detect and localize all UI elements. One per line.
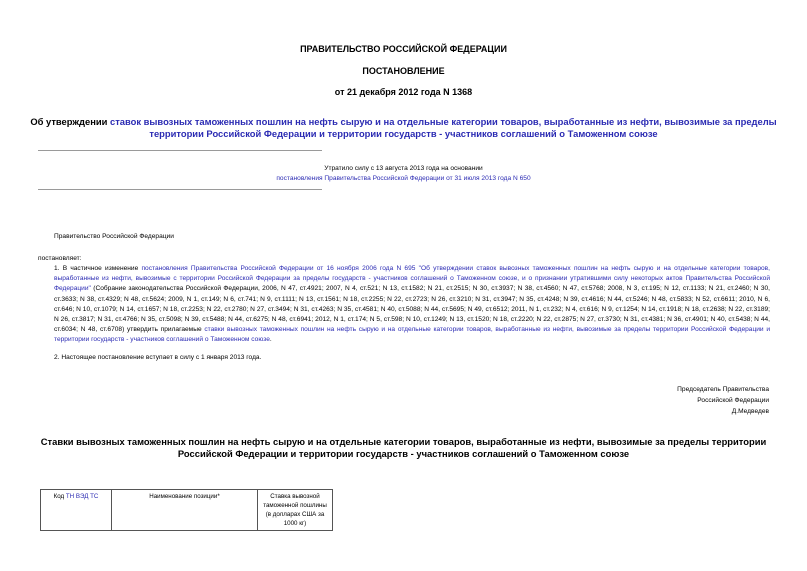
decides-text: постановляет:	[38, 255, 82, 262]
paragraph-1-end: .	[269, 336, 272, 344]
divider-top	[38, 150, 322, 151]
title-prefix: Об утверждении	[30, 116, 110, 127]
paragraph-2: 2. Настоящее постановление вступает в силу с 1 января 2013 года.	[54, 354, 262, 361]
paragraph-1-link-rates[interactable]: ставки вывозных таможенных пошлин на нефть сырую и на отдельные категории товаров, выработанные из нефти, вывозимые за пределы территории Российской Федерации и территории государств - участников соглашений о Таможенном союзе	[54, 326, 770, 344]
column-header-code	[41, 490, 112, 531]
column-code-prefix: Код	[53, 493, 66, 500]
status-link[interactable]: постановления Правительства Российской Федерации от 31 июля 2013 года N 650	[276, 175, 531, 183]
signature-position: Председатель Правительства	[677, 386, 769, 393]
appendix-title-line2: Российской Федерации и территории государств - участников соглашений о Таможенном союзе	[177, 448, 630, 459]
status-line: Утратило силу с 13 августа 2013 года на основании	[324, 165, 483, 172]
document-type: ПОСТАНОВЛЕНИЕ	[362, 66, 445, 76]
table-header-row	[41, 490, 333, 531]
column-header-rate: Ставка вывозной таможенной пошлины (в долларах США за 1000 кг)	[258, 490, 333, 531]
paragraph-1	[54, 264, 770, 346]
title-link-line1[interactable]: ставок вывозных таможенных пошлин на нефть сырую и на отдельные категории товаров, выработанные из нефти, вывозимые за пределы	[109, 116, 777, 127]
document-date: от 21 декабря 2012 года N 1368	[334, 87, 473, 97]
status-note	[0, 164, 807, 184]
title-link-line2[interactable]: территории Российской Федерации и территории государств - участников соглашений о Таможенном союзе	[149, 128, 658, 139]
appendix-title	[0, 436, 807, 460]
appendix-title-line1: Ставки вывозных таможенных пошлин на нефть сырую и на отдельные категории товаров, выработанные из нефти, вывозимые за пределы территории	[40, 436, 767, 447]
paragraph-1-link-decree[interactable]: постановления Правительства Российской Федерации от 16 ноября 2006 года N 695 "Об утверждении ставок вывозных таможенных пошлин на нефть сырую и на отдельные категории товаров, выработанные из нефти, вывозимые с территории Российской Федерации за пределы государств - участников соглашений о Таможенном союзе, и о признании утратившими силу некоторых актов Правительства Российской Федерации"	[54, 265, 770, 293]
signature-name: Д.Медведев	[731, 407, 769, 415]
government-name: ПРАВИТЕЛЬСТВО РОССИЙСКОЙ ФЕДЕРАЦИИ	[300, 44, 507, 54]
document-title	[0, 116, 807, 140]
rates-table	[40, 489, 333, 531]
signature-country: Российской Федерации	[697, 396, 769, 404]
column-header-name: Наименование позиции*	[112, 490, 258, 531]
paragraph-1-text: (Собрание законодательства Российской Федерации, 2006, N 47, ст.4921; 2007, N 4, ст.521; N 13, ст.1582; N 21, ст.2515; N 30, ст.3937; N 38, ст.4560; N 47, ст.5768; 2008, N 3, ст.195; N 12, ст.1133; N 21, ст.2460; N 30, ст.3633; N 38, ст.4329; N 48, ст.5624; 2009, N 1, ст.149; N 6, ст.741; N 9, ст.1111; N 13, ст.1561; N 18, ст.2255; N 22, ст.2723; N 26, ст.3210; N 31, ст.3947; N 35, ст.4248; N 39, ст.4616; N 44, ст.5246; N 48, ст.5833; N 52, ст.6611; 2010, N 6, ст.646; N 10, ст.1079; N 14, ст.1657; N 18, ст.2253; N 22, ст.2780; N 27, ст.3494; N 31, ст.4263; N 35, ст.4581; N 40, ст.5088; N 44, ст.5695; N 49, ст.6512; 2011, N 1, ст.232; N 4, ст.616; N 9, ст.1254; N 14, ст.1918; N 18, ст.2638; N 22, ст.3189; N 26, ст.3817; N 31, ст.4766; N 35, ст.5098; N 39, ст.5488; N 44, ст.6275; N 48, ст.6941; 2012, N 1, ст.174; N 5, ст.598; N 10, ст.1249; N 13, ст.1520; N 18, ст.2220; N 22, ст.2875; N 27, ст.3730; N 31, ст.4381; N 36, ст.4901; N 40, ст.5438; N 44, ст.6034; N 48, ст.6708) утвердить прилагаемые	[54, 285, 770, 334]
divider-bottom	[38, 189, 322, 190]
column-code-link[interactable]: ТН ВЭД ТС	[65, 493, 99, 500]
authority-text: Правительство Российской Федерации	[54, 233, 174, 240]
paragraph-1-intro: 1. В частичное изменение	[54, 265, 142, 272]
signature-block	[677, 385, 769, 417]
